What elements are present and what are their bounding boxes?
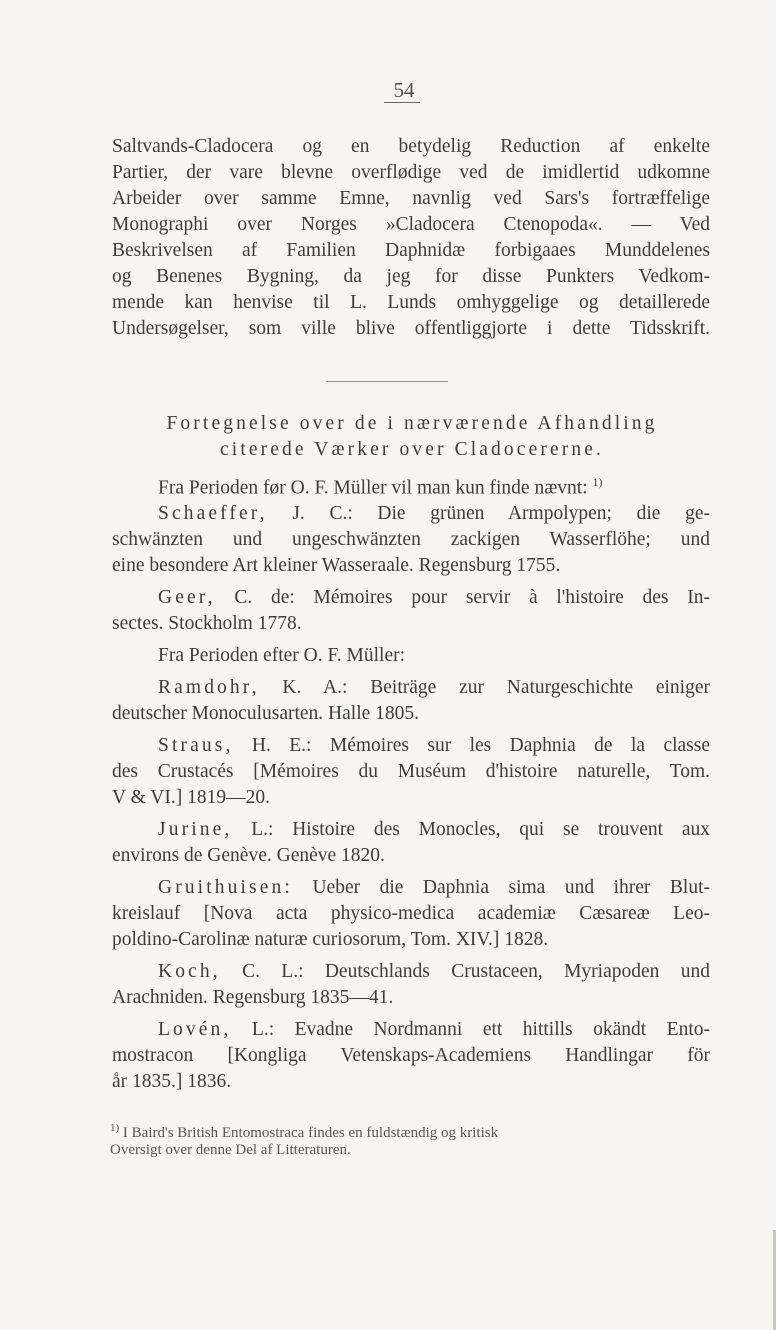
intro-line: Undersøgelser, som ville blive offentliggjorte i dette Tidsskrift. [112, 318, 710, 339]
intro-line: mende kan henvise til L. Lunds omhyggelige og detaillerede [112, 292, 710, 313]
reference-author: Koch, [158, 961, 221, 982]
reference-line [158, 960, 710, 984]
reference-line [158, 1018, 710, 1042]
page-number-rule [384, 102, 420, 103]
reference-author: Schaeffer, [158, 503, 268, 524]
footnote-marker: 1) [110, 1122, 120, 1134]
section-separator [326, 381, 448, 382]
intro-line: Partier, der vare blevne overflødige ved de imidlertid udkomne [112, 162, 710, 183]
reference-text: H. E.: Mémoires sur les Daphnia de la classe [251, 735, 711, 756]
section-heading-line: citerede Værker over Cladocererne. [220, 439, 604, 460]
section-heading-line: Fortegnelse over de i nærværende Afhandling [166, 413, 658, 434]
reference-line: eine besondere Art kleiner Wasseraale. Regensburg 1755. [112, 555, 561, 576]
reference-text: K. A.: Beiträge zur Naturgeschichte einiger [282, 677, 711, 698]
intro-line: Beskrivelsen af Familien Daphnidæ forbigaaes Munddelenes [112, 240, 710, 261]
reference-text: C. L.: Deutschlands Crustaceen, Myriapoden und [242, 961, 710, 982]
reference-line: environs de Genève. Genève 1820. [112, 845, 385, 866]
reference-author: Ramdohr, [158, 677, 260, 698]
reference-author: Gruithuisen: [158, 877, 293, 898]
intro-line: Arbeider over samme Emne, navnlig ved Sars's fortræffelige [112, 188, 710, 209]
reference-text: C. de: Mémoires pour servir à l'histoire des In- [234, 587, 710, 608]
reference-text: L.: Evadne Nordmanni ett hittills okändt Ento- [251, 1019, 710, 1040]
reference-author: Lovén, [158, 1019, 232, 1040]
reference-line: mostracon [Kongliga Vetenskaps-Academiens Handlingar för [112, 1045, 710, 1066]
reference-text: L.: Histoire des Monocles, qui se trouvent aux [251, 819, 711, 840]
intro-line: Monographi over Norges »Cladocera Ctenopoda«. — Ved [112, 214, 710, 235]
reference-line: des Crustacés [Mémoires du Muséum d'histoire naturelle, Tom. [112, 761, 710, 782]
period-before-line [158, 470, 710, 501]
reference-line: deutscher Monoculusarten. Halle 1805. [112, 703, 420, 724]
footnote-marker: 1) [592, 475, 603, 489]
reference-line: schwänzten und ungeschwänzten zackigen Wasserflöhe; und [112, 529, 710, 550]
period-after-line: Fra Perioden efter O. F. Müller: [158, 645, 406, 666]
reference-line: V & VI.] 1819—20. [112, 787, 270, 808]
intro-line: Saltvands-Cladocera og en betydelig Reduction af enkelte [112, 136, 710, 157]
reference-text: Ueber die Daphnia sima und ihrer Blut- [312, 877, 711, 898]
period-before-text: Fra Perioden før O. F. Müller vil man kun finde nævnt: [158, 477, 588, 499]
reference-author: Straus, [158, 735, 234, 756]
reference-line [158, 818, 710, 842]
reference-author: Jurine, [158, 819, 233, 840]
reference-line [158, 734, 710, 758]
intro-line: og Benenes Bygning, da jeg for disse Punkters Vedkom- [112, 266, 710, 287]
reference-line: kreislauf [Nova acta physico-medica academiæ Cæsareæ Leo- [112, 903, 710, 924]
reference-author: Geer, [158, 587, 216, 608]
footnote-line: Oversigt over denne Del af Litteraturen. [110, 1142, 351, 1158]
reference-line: poldino-Carolinæ naturæ curiosorum, Tom. XIV.] 1828. [112, 929, 549, 950]
page-number: 54 [393, 78, 415, 102]
reference-line: sectes. Stockholm 1778. [112, 613, 302, 634]
footnote-text: I Baird's British Entomostraca findes en fuldstændig og kritisk [122, 1125, 499, 1141]
reference-text: J. C.: Die grünen Armpolypen; die ge- [292, 503, 710, 524]
reference-line [158, 502, 710, 526]
reference-line: Arachniden. Regensburg 1835—41. [112, 987, 394, 1008]
reference-line: år 1835.] 1836. [112, 1071, 232, 1092]
reference-line [158, 586, 710, 610]
reference-line [158, 876, 710, 900]
reference-line [158, 676, 710, 700]
